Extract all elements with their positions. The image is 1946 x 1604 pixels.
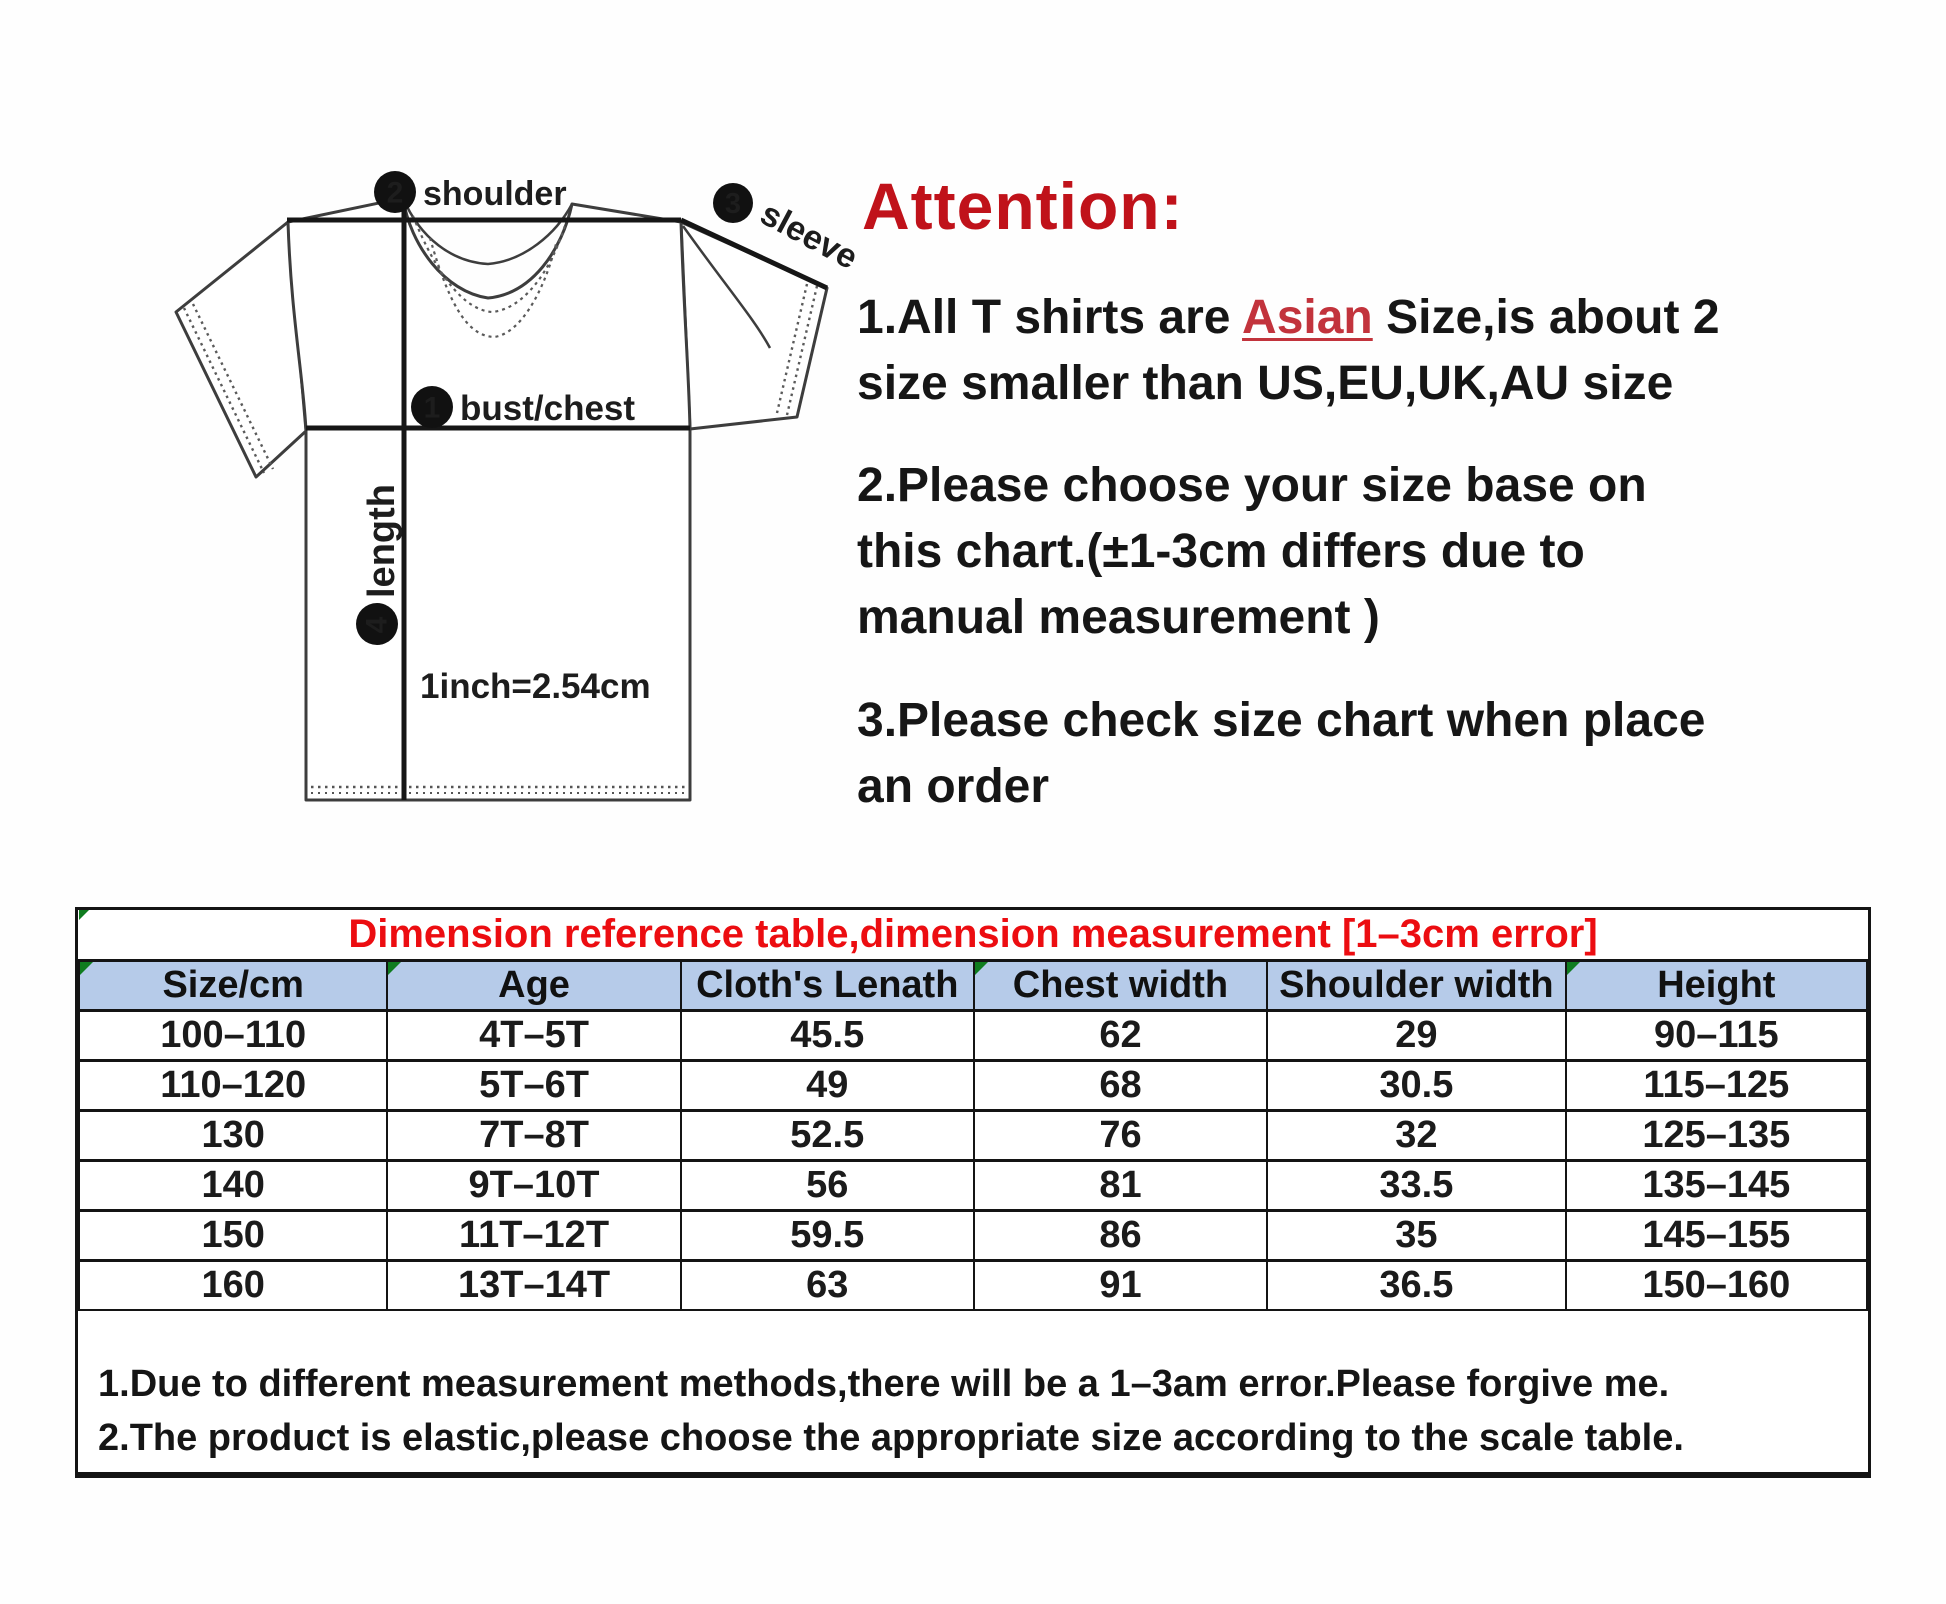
attention-heading: Attention: [862,169,1184,243]
bust-label: bust/chest [460,389,636,428]
table-cell: 62 [974,1010,1267,1060]
header-cell-size [79,960,387,1010]
table-cell: 7T–8T [387,1110,680,1160]
attention-point-2-line-2: this chart.(±1-3cm differs due to [857,525,1585,578]
dimension-reference-table [78,910,1868,1311]
table-cell: 68 [974,1060,1267,1110]
size-table [75,907,1871,1478]
table-row [79,1010,1867,1060]
table-cell: 100–110 [79,1010,387,1060]
attention-point-2-line-3: manual measurement ) [857,591,1380,644]
table-cell: 4T–5T [387,1010,680,1060]
marker-number-2: 2 [386,176,404,210]
table-cell: 11T–12T [387,1210,680,1260]
table-cell: 49 [681,1060,974,1110]
header-cell-age [387,960,680,1010]
table-cell: 29 [1267,1010,1566,1060]
table-cell: 45.5 [681,1010,974,1060]
excel-flag-triangle [388,962,401,975]
attention-point-1 [857,285,1720,417]
marker-number-4: 4 [360,616,394,634]
table-header-row [79,960,1867,1010]
header-label: Shoulder width [1279,963,1554,1006]
table-cell: 81 [974,1160,1267,1210]
table-cell: 145–155 [1566,1210,1867,1260]
excel-flag-triangle [1567,962,1580,975]
attention-point-3-line-1: 3.Please check size chart when place [857,694,1706,747]
header-cell-chest-width [974,960,1267,1010]
attention-point-1-line-1 [857,285,1720,351]
bust-marker [411,386,635,428]
table-cell: 90–115 [1566,1010,1867,1060]
table-cell: 135–145 [1566,1160,1867,1210]
tshirt-measurement-diagram [100,120,900,820]
header-label: Size/cm [162,963,304,1006]
table-row [79,1260,1867,1310]
table-cell: 52.5 [681,1110,974,1160]
table-title [79,910,1867,960]
marker-number-3: 3 [724,188,742,220]
table-title-text: Dimension reference table,dimension measurement [1–3cm error] [348,911,1598,956]
header-label: Cloth's Lenath [696,963,959,1006]
point1-prefix: 1.All T shirts are [857,291,1243,344]
attention-point-1-line-2: size smaller than US,EU,UK,AU size [857,357,1674,410]
table-cell: 13T–14T [387,1260,680,1310]
left-sleeve [176,222,306,477]
table-cell: 59.5 [681,1210,974,1260]
length-label: length [361,484,403,598]
table-cell: 5T–6T [387,1060,680,1110]
header-label: Age [498,963,570,1006]
table-cell: 160 [79,1260,387,1310]
table-title-row [79,910,1867,960]
attention-point-3 [857,688,1705,820]
header-cell-cloth-length [681,960,974,1010]
table-row [79,1060,1867,1110]
attention-point-2 [857,453,1647,651]
table-cell: 33.5 [1267,1160,1566,1210]
table-footnotes [78,1311,1868,1472]
table-cell: 150–160 [1566,1260,1867,1310]
table-cell: 150 [79,1210,387,1260]
table-cell: 35 [1267,1210,1566,1260]
footnote-1: 1.Due to different measurement methods,there will be a 1–3am error.Please forgive me. [98,1363,1670,1405]
table-cell: 115–125 [1566,1060,1867,1110]
attention-point-3-line-2: an order [857,760,1050,813]
table-cell: 125–135 [1566,1110,1867,1160]
table-cell: 63 [681,1260,974,1310]
table-row [79,1160,1867,1210]
excel-flag-triangle [80,962,93,975]
table-cell: 76 [974,1110,1267,1160]
inch-scale-note: 1inch=2.54cm [420,667,651,706]
asian-highlight: Asian [1242,291,1373,344]
table-cell: 56 [681,1160,974,1210]
table-cell: 130 [79,1110,387,1160]
shoulder-label: shoulder [423,175,567,213]
table-row [79,1110,1867,1160]
length-marker [356,484,403,645]
table-row [79,1210,1867,1260]
header-label: Chest width [1012,963,1229,1006]
marker-number-1: 1 [423,391,441,425]
header-cell-shoulder-width [1267,960,1566,1010]
table-cell: 9T–10T [387,1160,680,1210]
excel-flag-triangle [975,962,988,975]
header-cell-height [1566,960,1867,1010]
shoulder-marker [374,171,567,213]
sleeve-label: sleeve [754,194,864,277]
table-cell: 30.5 [1267,1060,1566,1110]
table-cell: 91 [974,1260,1267,1310]
table-cell: 110–120 [79,1060,387,1110]
point1-suffix: Size,is about 2 [1372,291,1720,344]
attention-point-2-line-1: 2.Please choose your size base on [857,459,1647,512]
table-cell: 140 [79,1160,387,1210]
footnote-2: 2.The product is elastic,please choose the appropriate size according to the scale table. [98,1417,1684,1459]
header-label: Height [1657,963,1776,1006]
table-cell: 86 [974,1210,1267,1260]
excel-flag-triangle [79,910,89,920]
table-cell: 36.5 [1267,1260,1566,1310]
table-cell: 32 [1267,1110,1566,1160]
